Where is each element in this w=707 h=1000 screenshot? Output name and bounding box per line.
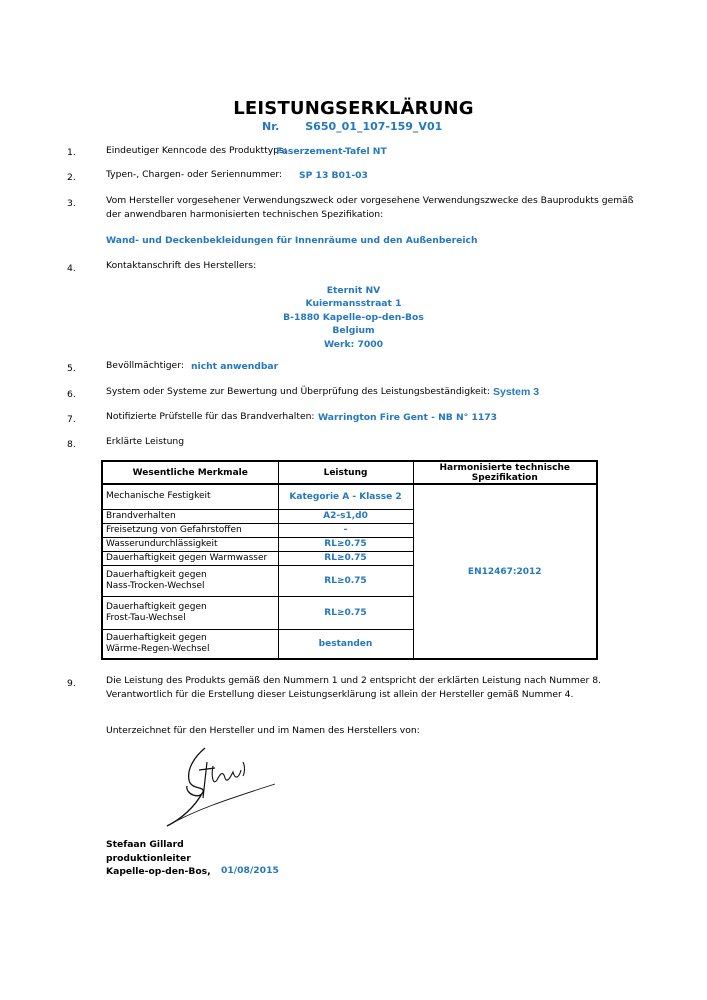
item-label-6: System oder Systeme zur Bewertung und Überprüfung des Leistungsbeständigkeit: [106,386,490,397]
value-cell: Kategorie A - Klasse 2 [278,484,413,509]
item-label-4: Kontaktanschrift des Herstellers: [106,260,257,271]
number-value: S650_01_107-159_V01 [305,120,443,133]
address-line: Kuiermansstraat 1 [305,298,402,310]
feature-line: Dauerhaftigkeit gegen [106,569,207,580]
item-number-7: 7. [67,414,76,425]
feature-line: Frost-Tau-Wechsel [106,612,186,623]
feature-line: Dauerhaftigkeit gegen [106,632,207,643]
item-number-5: 5. [67,363,76,374]
declaration-number [262,120,442,133]
signature-image [165,740,280,835]
item-text-9b: Verantwortlich für die Erstellung dieser Leistungserklärung ist allein der Hersteller gemäß Nummer 4. [106,689,574,700]
item-number-6: 6. [67,389,76,400]
signature-intro: Unterzeichnet für den Hersteller und im Namen des Herstellers von: [106,725,420,736]
item-number-4: 4. [67,263,76,274]
feature-cell: Wasserundurchlässigkeit [102,537,278,551]
value-cell: RL≥0.75 [278,551,413,565]
item-value-5: nicht anwendbar [191,361,279,372]
item-number-3: 3. [67,198,76,209]
item-label-8: Erklärte Leistung [106,436,185,447]
item-value-6: System 3 [493,386,540,398]
signatory-name: Stefaan Gillard [106,839,184,850]
feature-cell: Dauerhaftigkeit gegen Warmwasser [102,551,278,565]
item-number-1: 1. [67,147,76,158]
number-label: Nr. [262,120,280,133]
item-text-9a: Die Leistung des Produkts gemäß den Nummern 1 und 2 entspricht der erklärten Leistung nach Nummer 8. [106,675,601,686]
item-label-7: Notifizierte Prüfstelle für das Brandverhalten: [106,411,315,422]
item-label-5: Bevöllmächtiger: [106,360,184,371]
value-cell: RL≥0.75 [278,565,413,596]
feature-cell: Mechanische Festigkeit [102,484,278,509]
spec-cell: EN12467:2012 [413,484,597,659]
address-line: Belgium [332,325,375,337]
address-line: B-1880 Kapelle-op-den-Bos [283,311,424,323]
table-header: Wesentliche Merkmale [102,461,278,484]
feature-cell [102,629,278,659]
manufacturer-address [0,284,707,351]
table-row [102,484,597,509]
feature-cell: Brandverhalten [102,509,278,523]
signatory-block [106,838,211,879]
value-cell: RL≥0.75 [278,537,413,551]
feature-cell: Freisetzung von Gefahrstoffen [102,523,278,537]
feature-line: Dauerhaftigkeit gegen [106,601,207,612]
item-number-9: 9. [67,678,76,689]
feature-line: Nass-Trocken-Wechsel [106,580,205,591]
value-cell: A2-s1,d0 [278,509,413,523]
item-value-7: Warrington Fire Gent - NB N° 1173 [318,412,498,423]
table-header: Harmonisierte technische Spezifikation [413,461,597,484]
item-label-1: Eindeutiger Kenncode des Produkttyps: [106,145,287,156]
item-value-3: Wand- und Deckenbekleidungen für Innenräume und den Außenbereich [106,235,478,246]
feature-cell [102,596,278,629]
item-number-8: 8. [67,439,76,450]
item-label-3a: Vom Hersteller vorgesehener Verwendungszweck oder vorgesehene Verwendungszwecke des Bauprodukts gemäß [106,195,634,206]
item-label-3b: der anwendbaren harmonisierten technischen Spezifikation: [106,209,384,220]
signatory-role: produktionleiter [106,852,191,864]
value-cell: bestanden [278,629,413,659]
page-title: LEISTUNGSERKLÄRUNG [233,98,474,119]
feature-line: Wärme-Regen-Wechsel [106,643,210,654]
item-value-1: Faserzement-Tafel NT [276,146,387,157]
table-header: Leistung [278,461,413,484]
address-line: Werk: 7000 [323,338,384,350]
signature-place: Kapelle-op-den-Bos, [106,866,211,877]
item-number-2: 2. [67,172,76,183]
performance-table [101,460,598,660]
value-cell: - [278,523,413,537]
item-label-2: Typen-, Chargen- oder Seriennummer: [106,169,283,180]
item-value-2: SP 13 B01-03 [299,170,368,181]
value-cell: RL≥0.75 [278,596,413,629]
feature-cell [102,565,278,596]
address-line: Eternit NV [326,285,381,296]
signature-date: 01/08/2015 [221,865,279,876]
